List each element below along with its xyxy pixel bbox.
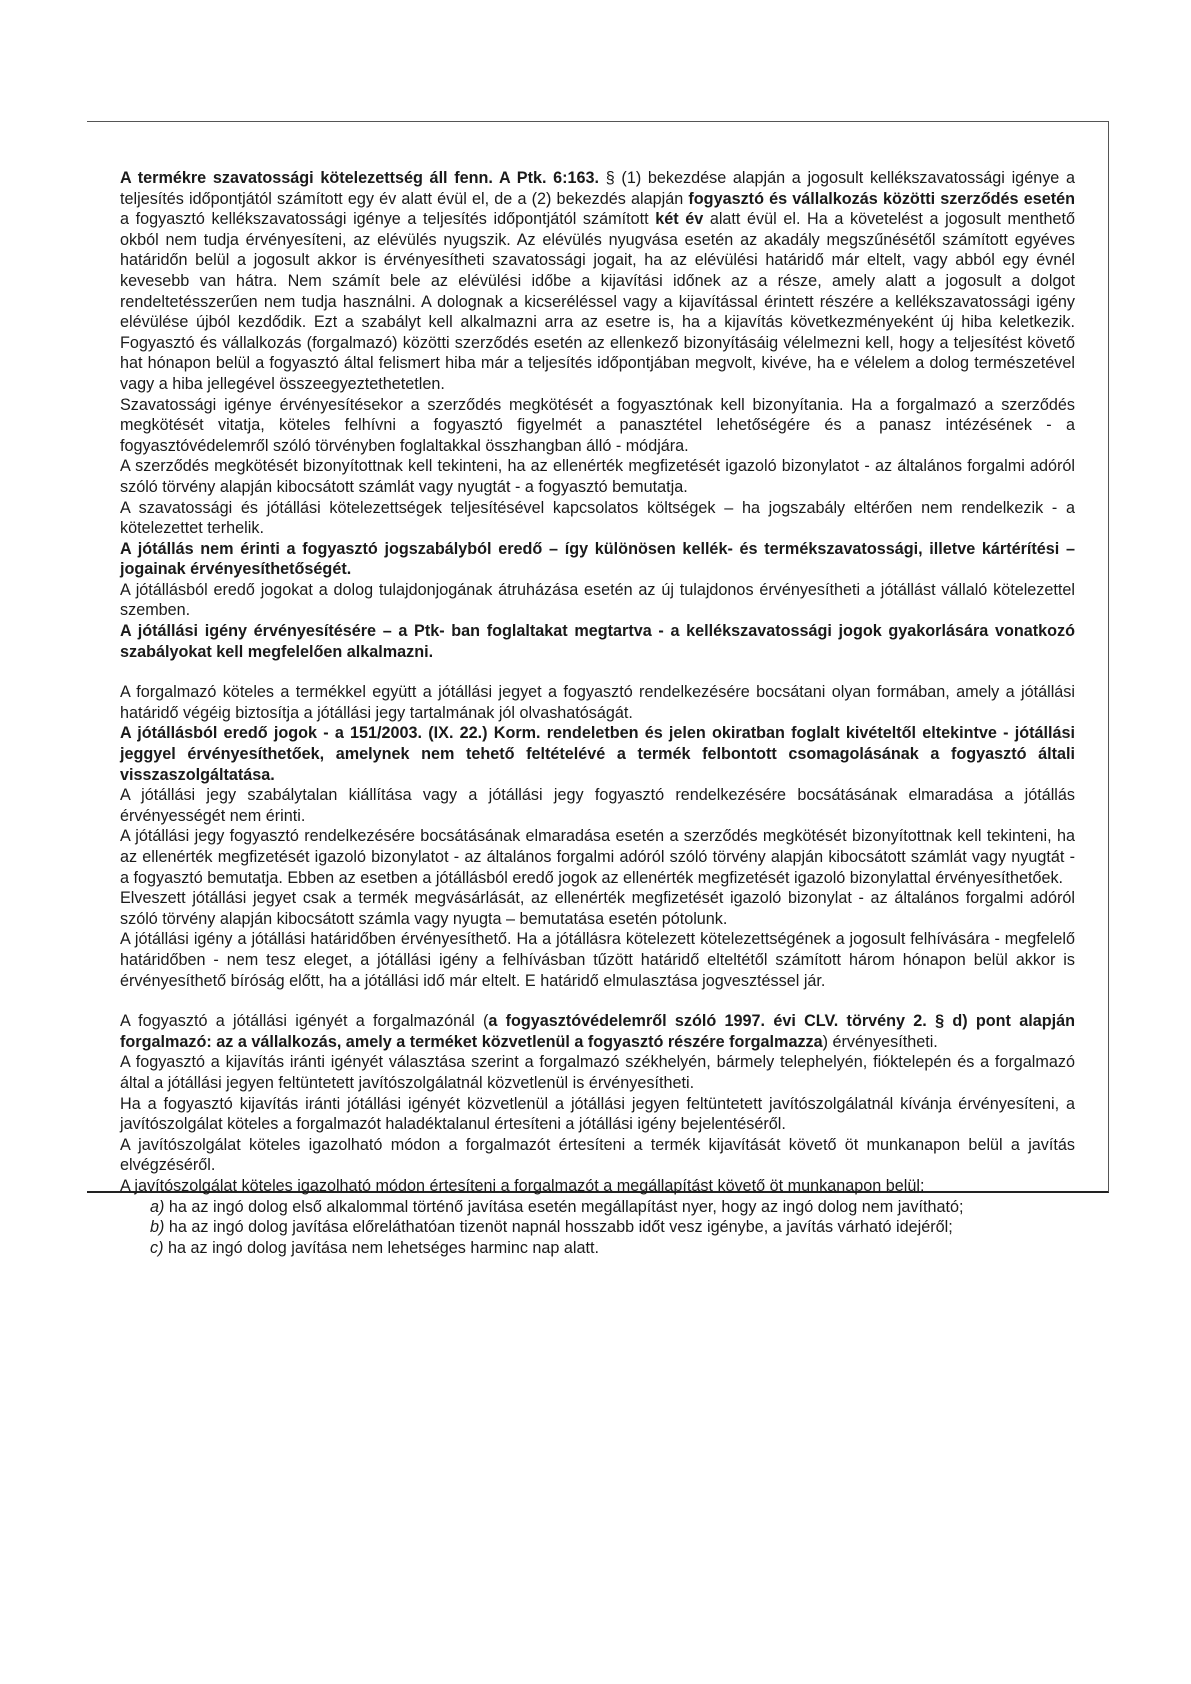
- paragraph-distributor-claim: A fogyasztó a jótállási igényét a forgalmazónál (a fogyasztóvédelemről szóló 1997. évi CLV. törvény 2. § d) pont alapján forgalmazó: az a vállalkozás, amely a terméket közvetlenül a fogyasztó részére forgalmazza) érvényesítheti.: [120, 1012, 1075, 1051]
- paragraph-guarantee-claim-rules: A jótállási igény érvényesítésére – a Ptk- ban foglaltakat megtartva - a kellékszavatossági jogok gyakorlására vonatkozó szabályokat kell megfelelően alkalmazni.: [120, 622, 1075, 661]
- paragraph-repair-service-notice: Ha a fogyasztó kijavítás iránti jótállási igényét közvetlenül a jótállási jegyen feltüntetett javítószolgálatnál kívánja érvényesíteni, a javítószolgálat köteles a forgalmazót haladéktalanul értesíteni a jótállási igény bejelentéséről.: [120, 1094, 1075, 1134]
- list-item: c) ha az ingó dolog javítása nem lehetséges harminc nap alatt.: [150, 1238, 600, 1257]
- paragraph-repair-completion-notice: A javítószolgálat köteles igazolható módon a forgalmazót értesíteni a termék kijavítását követő öt munkanapon belül a javítás elvégzéséről.: [120, 1135, 1075, 1175]
- list-item: a) ha az ingó dolog első alkalommal történő javítása esetén megállapítást nyer, hogy az ingó dolog nem javítható;: [150, 1197, 964, 1216]
- document-body: [120, 168, 1075, 1258]
- paragraph-costs: A szavatossági és jótállási kötelezettségek teljesítésével kapcsolatos költségek – ha jogszabály eltérően nem rendelkezik - a kötelezettet terhelik.: [120, 498, 1075, 538]
- paragraph-guarantee-rights: A jótállás nem érinti a fogyasztó jogszabályból eredő – így különösen kellék- és termékszavatossági, illetve kártérítési – jogainak érvényesíthetőségét.: [120, 539, 1075, 579]
- paragraph-repair-findings-notice: A javítószolgálat köteles igazolható módon értesíteni a forgalmazót a megállapítást követő öt munkanapon belül:: [120, 1176, 925, 1195]
- list-item: b) ha az ingó dolog javítása előreláthatóan tizenöt napnál hosszabb időt vesz igénybe, a javítás várható idejéről;: [150, 1218, 953, 1237]
- paragraph-warranty-obligation: A termékre szavatossági kötelezettség áll fenn. A Ptk. 6:163. § (1) bekezdése alapján a jogosult kellékszavatossági igénye a teljesítés időpontjától számított egy év alatt évül el, de a (2) bekezdés alapján fogyasztó és vállalkozás közötti szerződés esetén a fogyasztó kellékszavatossági igénye a teljesítés időpontjától számított két év alatt évül el. Ha a követelést a jogosult menthető okból nem tudja érvényesíteni, az elévülés nyugszik. Az elévülés nyugvása esetén az akadály megszűnésétől számított egyéves határidőn belül a jogosult akkor is érvényesítheti szavatossági jogait, ha az elévülési határidő már eltelt, vagy abból egy évnél kevesebb van hátra. Nem számít bele az elévülési időbe a kijavítási időnek az a része, amely alatt a jogosult a dolgot rendeltetésszerűen nem tudja használni. A dolognak a kicseréléssel vagy a kijavítással érintett részére a kellékszavatossági igény elévülése újból kezdődik. Ezt a szabályt kell alkalmazni arra az esetre is, ha a kijavítás következményeként új hiba keletkezik. Fogyasztó és vállalkozás (forgalmazó) közötti szerződés esetén az ellenkező bizonyításáig vélelmezni kell, hogy a teljesítést követő hat hónapon belül a fogyasztó által felismert hiba már a teljesítés időpontjában megvolt, kivéve, ha e vélelem a dolog természetével vagy a hiba jellegével összeegyeztethetetlen.: [120, 169, 1075, 393]
- paragraph-lost-card: Elveszett jótállási jegyet csak a termék megvásárlását, az ellenérték megfizetését igazoló bizonylat - az általános forgalmi adóról szóló törvény alapján kibocsátott számla vagy nyugta – bemutatása esetén pótolunk.: [120, 889, 1075, 928]
- paragraph-repair-location: A fogyasztó a kijavítás iránti igényét választása szerint a forgalmazó székhelyén, bármely telephelyén, fióktelepén és a forgalmazó által a jótállási jegyen feltüntetett javítószolgálatnál közvetlenül is érvényesítheti.: [120, 1053, 1075, 1092]
- paragraph-ownership-transfer: A jótállásból eredő jogokat a dolog tulajdonjogának átruházása esetén az új tulajdonos érvényesítheti a jótállást vállaló kötelezettel szemben.: [120, 580, 1075, 620]
- paragraph-guarantee-card-rights: A jótállásból eredő jogok - a 151/2003. (IX. 22.) Korm. rendeletben és jelen okiratban foglalt kivételtől eltekintve - jótállási jeggyel érvényesíthetőek, amelynek nem tehető feltételévé a termék felbontott csomagolásának a fogyasztó általi visszaszolgáltatása.: [120, 724, 1075, 784]
- paragraph-irregular-card: A jótállási jegy szabálytalan kiállítása vagy a jótállási jegy fogyasztó rendelkezésére bocsátásának elmaradása a jótállás érvényességét nem érinti.: [120, 786, 1075, 825]
- paragraph-guarantee-card: A forgalmazó köteles a termékkel együtt a jótállási jegyet a fogyasztó rendelkezésére bocsátani olyan formában, amely a jótállási határidő végéig biztosítja a jótállási jegy tartalmának jól olvashatóságát.: [120, 683, 1075, 722]
- bold-heading-text: A termékre szavatossági kötelezettség áll fenn. A Ptk. 6:163.: [120, 169, 600, 187]
- paragraph-claim-proof: Szavatossági igénye érvényesítésekor a szerződés megkötését a fogyasztónak kell bizonyítania. Ha a forgalmazó a szerződés megkötését vitatja, köteles felhívni a fogyasztó figyelmét a panasztétel lehetőségére és a panasz intézésének - a fogyasztóvédelemről szóló törvényben foglaltakkal összhangban álló - módjára.: [120, 395, 1075, 455]
- paragraph-contract-proof: A szerződés megkötését bizonyítottnak kell tekinteni, ha az ellenérték megfizetését igazoló bizonylatot - az általános forgalmi adóról szóló törvény alapján kibocsátott számlát vagy nyugtát - a fogyasztó bemutatja.: [120, 457, 1075, 496]
- paragraph-claim-deadline: A jótállási igény a jótállási határidőben érvényesíthető. Ha a jótállásra kötelezett kötelezettségének a jogosult felhívására - megfelelő határidőben - nem tesz eleget, a jótállási igény a felhívásban tűzött határidő elteltétől számított három hónapon belül akkor is érvényesíthető bíróság előtt, ha a jótállási idő már eltelt. E határidő elmulasztása jogvesztéssel jár.: [120, 930, 1075, 990]
- paragraph-missing-card: A jótállási jegy fogyasztó rendelkezésére bocsátásának elmaradása esetén a szerződés megkötését bizonyítottnak kell tekinteni, ha az ellenérték megfizetését igazoló bizonylatot - az általános forgalmi adóról szóló törvény alapján kibocsátott számlát vagy nyugtát - a fogyasztó bemutatja. Ebben az esetben a jótállásból eredő jogok az ellenérték megfizetését igazoló bizonylattal érvényesíthetőek.: [120, 827, 1075, 887]
